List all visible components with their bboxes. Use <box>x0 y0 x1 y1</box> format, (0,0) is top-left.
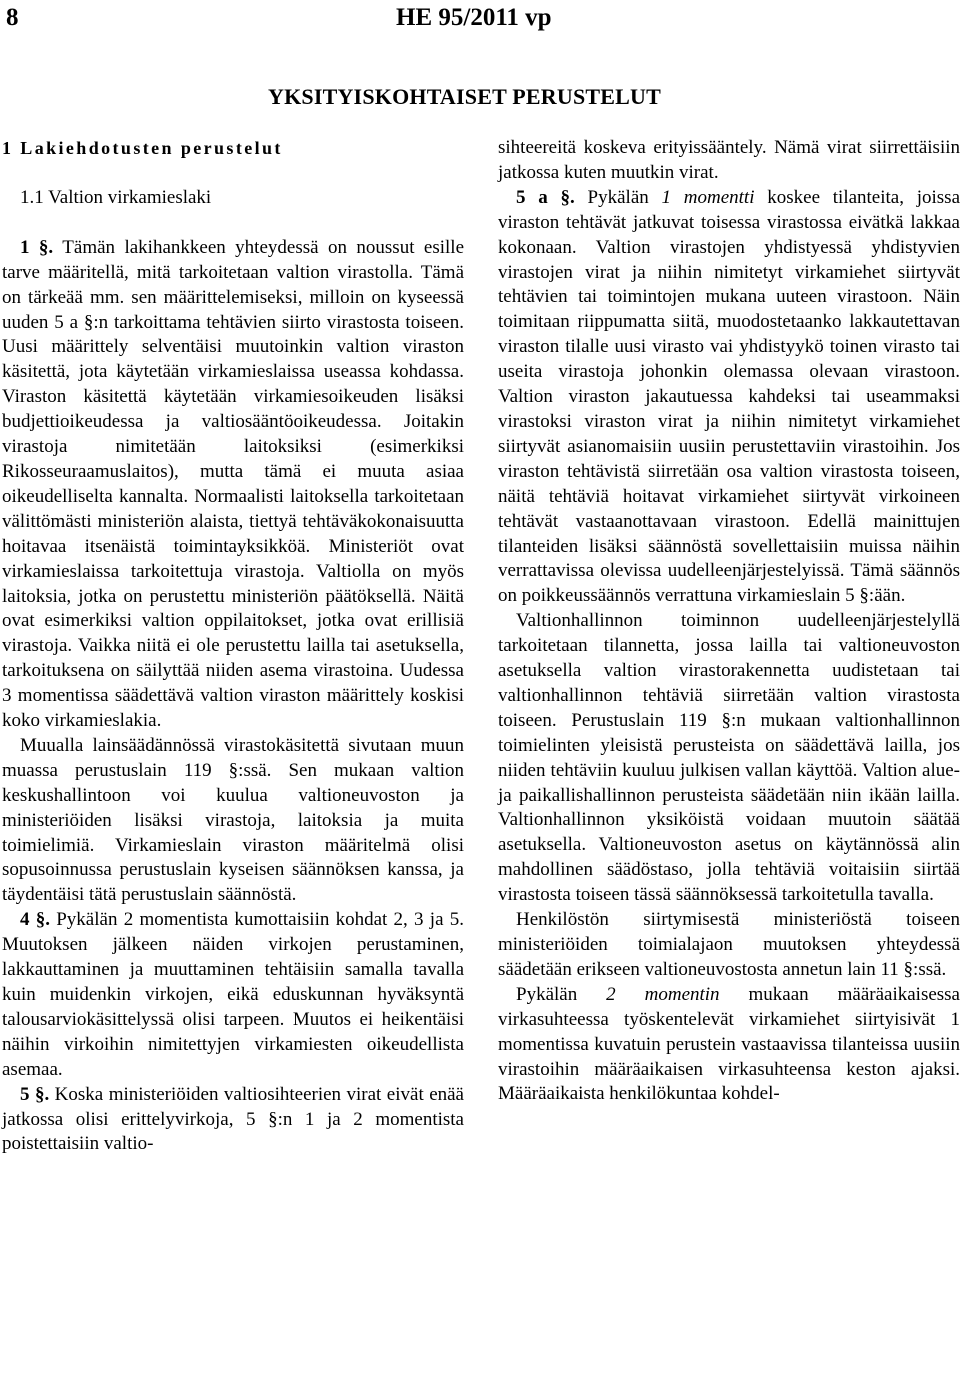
paragraph-section-1 <box>2 236 464 734</box>
paragraph-reorganisation: Valtionhallinnon toiminnon uudelleenjärjestelyllä tarkoitetaan tilannetta, jossa lailla tai valtioneuvoston asetuksella valtion virastorakennetta uudistetaan tai valtionhallinnon tehtäviä siirretään valtion virastosta toiseen. Perustuslain 119 §:n mukaan valtionhallinnon toimielinten yleisistä perusteista on säädettävä lailla, jos niiden tehtäviin kuuluu julkisen vallan käyttöä. Valtion alue- ja paikallishallinnon perusteista säädetään niin ikään lailla. Valtionhallinnon yksiköistä voidaan muutoin säätää asetuksella. Valtioneuvoston asetus on käytännössä alin mahdollinen säädöstaso, jolla tehtäviä voitaisiin siirtää virastosta toiseen tässä säännöksessä tarkoitetulla tavalla. <box>498 610 960 906</box>
section-sign: §. <box>29 909 50 931</box>
paragraph-text: Pykälän 2 momentista kumottaisiin kohdat 2, 3 ja 5. Muutoksen jälkeen näiden virkojen perustaminen, lakkauttaminen ja muuttaminen tehtäisiin samalla tavalla kuin muidenkin virkojen, eikä eduskunnan hyväksyntä talousarviokäsittelyssä olisi tarpeen. Muutos ei heikentäisi näihin virkoihin nimitettyjen virkamiesten oikeudellista asemaa. <box>2 909 464 1080</box>
paragraph-section-5a <box>498 186 960 609</box>
paragraph-text: Koska ministeriöiden valtiosihteerien virat eivät enää jatkossa olisi erittelyvirkoja, 5 §:n 1 ja 2 momentista poistettaisiin valtio- <box>2 1083 464 1155</box>
section-number: 4 <box>20 909 30 931</box>
paragraph-text: Pykälän <box>516 983 607 1005</box>
emphasis-text: 2 momentin <box>606 983 720 1005</box>
paragraph-section-5 <box>2 1083 464 1158</box>
paragraph-text: Tämän lakihankkeen yhteydessä on noussut esille tarve määritellä, mitä tarkoitetaan valtion virastolla. Tämä on tärkeää mm. sen määrittelemiseksi, milloin on kyseessä uuden 5 a §:n tarkoittama tehtävien siirto virastosta toiseen. Uusi määrittely selventäisi muutoinkin valtion viraston käsitettä, jota käytetään virkamieslaissa useassa kohdassa. Viraston käsitettä käytetään virkamiesoikeuden lisäksi budjettioikeudessa ja valtiosääntöoikeudessa. Joitakin virastoja nimitetään laitoksiksi (esimerkiksi Rikosseuraamuslaitos), mutta tämä ei muuta asiaa oikeudelliselta kannalta. Normaalisti laitoksella tarkoitetaan välittömästi ministeriön alaista, tiettyä tehtäväkokonaisuutta hoitavaa itsenäistä toimintayksikköä. Ministeriöt ovat virkamieslaissa tarkoitettuja virastoja. Valtiolla on myös laitoksia, jotka on perustettu ministeriön päätöksellä. Näitä ovat esimerkiksi valtion oppilaitokset, jotka ovat erillisiä virastoja. Vaikka niitä ei ole perustettu lailla tai asetuksella, tarkoituksena on säilyttää niiden asema virastoina. Uudessa 3 momentissa säädettävä valtion viraston määrittely koskisi koko virkamieslakia. <box>2 236 464 732</box>
paragraph-text: mukaan määräaikaisessa virkasuhteessa työskentelevät virkamiehet siirtyisivät 1 momentissa kuvatuin perustein vastaavissa tilanteissa uusiin virastoihin määräaikaisen virkasuhteensa keston ajaksi. Määräaikaista henkilökuntaa kohdel- <box>498 983 960 1105</box>
paragraph-section-4 <box>2 908 464 1082</box>
paragraph-text: Pykälän <box>574 186 662 208</box>
section-number: 1 <box>20 236 30 258</box>
page-number: 8 <box>6 4 19 31</box>
paragraph-text: koskee tilanteita, joissa viraston tehtävät jatkuvat toisessa virastossa eivätkä lakkaa kokonaan. Valtion virastojen yhdistyessä yhdistyvien virastojen virat ja niihin nimitetyt virkamiehet siirtyvät tehtävien tai toimintojen mukana uuteen virastoon. Näin toimitaan riippumatta siitä, muodostetaanko lakkautettavan viraston tilalle uusi virasto vai yhdistyykö toinen virasto tai useita virastoja johonkin olemassa olevaan virastoon. Valtion viraston jakautuessa kahdeksi tai useammaksi virastoksi viraston virat ja niihin nimitetyt virkamiehet siirtyvät asianomaisiin uusiin perustettaviin virastoihin. Jos viraston tehtävistä siirretään osa valtion virastosta toiseen, näitä tehtäviä hoitavat virkamiehet siirtyvät virkoineen tehtävät vastaanottavaan virastoon. Edellä mainittujen tilanteiden lisäksi säännöstä sovellettaisiin muissa näihin verrattavissa olevissa uudelleenjärjestelyissä. Tämä säännös on poikkeussäännös verrattuna virkamieslain 5 §:ään. <box>498 186 960 607</box>
chapter-heading: 1 Lakiehdotusten perustelut <box>2 138 283 158</box>
section-sign: §. <box>29 1083 50 1105</box>
document-id: HE 95/2011 vp <box>396 4 552 31</box>
section-sign: §. <box>29 236 54 258</box>
left-column <box>2 136 464 1157</box>
section-number: 5 a <box>516 186 548 208</box>
paragraph-moment-2 <box>498 983 960 1108</box>
paragraph-ministries: Henkilöstön siirtymisestä ministeriöstä toiseen ministeriöiden toimialajaon muutoksen yhteydessä säädetään erikseen valtioneuvostosta annetun lain 11 §:ssä. <box>498 909 960 980</box>
subchapter-heading: 1.1 Valtion virkamieslaki <box>20 186 212 208</box>
right-column <box>498 136 960 1107</box>
section-number: 5 <box>20 1083 30 1105</box>
section-title: YKSITYISKOHTAISET PERUSTELUT <box>268 84 661 109</box>
emphasis-text: 1 momentti <box>661 186 755 208</box>
section-sign: §. <box>547 186 575 208</box>
paragraph-constitution: Muualla lainsäädännössä virastokäsitettä sivutaan muun muassa perustuslain 119 §:ssä. Sen mukaan valtion keskushallintoon voi kuulua valtioneuvoston ja ministeriöiden lisäksi virastoja, laitoksia ja muita toimielimiä. Virkamieslain viraston määritelmä olisi sopusoinnussa perustuslain kyseisen säännöksen kanssa, ja täydentäisi tätä perustuslain säännöstä. <box>2 734 464 906</box>
paragraph-continuation: sihteereitä koskeva erityissääntely. Nämä virat siirrettäisiin jatkossa kuten muutkin virat. <box>498 137 960 183</box>
